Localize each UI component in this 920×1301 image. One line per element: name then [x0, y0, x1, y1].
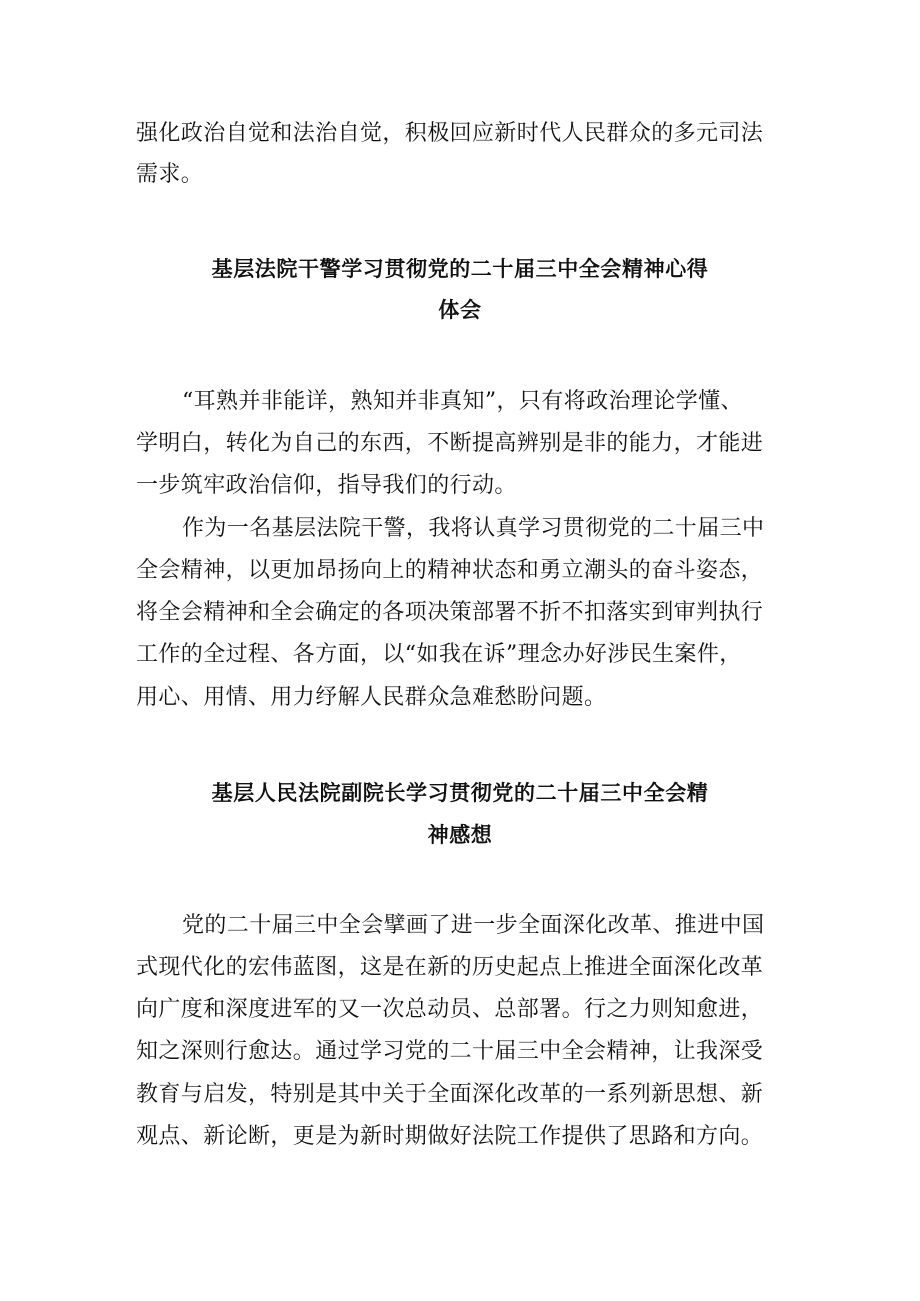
body-text-line: 式现代化的宏伟蓝图，这是在新的历史起点上推进全面深化改革 — [136, 955, 764, 980]
body-text-line: 需求。 — [136, 162, 204, 187]
body-text-line: 全会精神，以更加昂扬向上的精神状态和勇立潮头的奋斗姿态， — [136, 558, 764, 583]
body-text-line: 作为一名基层法院干警，我将认真学习贯彻党的二十届三中 — [182, 516, 765, 541]
body-text-line: 学明白，转化为自己的东西，不断提高辨别是非的能力，才能进 — [136, 431, 764, 456]
body-text-line: 教育与启发，特别是其中关于全面深化改革的一系列新思想、新 — [136, 1082, 764, 1107]
body-text-line: 知之深则行愈达。通过学习党的二十届三中全会精神，让我深受 — [136, 1039, 764, 1064]
body-text-line: 工作的全过程、各方面，以“如我在诉”理念办好涉民生案件， — [136, 642, 742, 667]
body-text-line: 用心、用情、用力纾解人民群众急难愁盼问题。 — [136, 685, 607, 710]
body-text-line: 观点、新论断，更是为新时期做好法院工作提供了思路和方向。 — [136, 1124, 764, 1149]
section-title: 体会 — [438, 298, 482, 322]
body-text-line: 强化政治自觉和法治自觉，积极回应新时代人民群众的多元司法 — [136, 121, 764, 146]
section-title: 基层法院干警学习贯彻党的二十届三中全会精神心得 — [211, 257, 709, 281]
section-title: 基层人民法院副院长学习贯彻党的二十届三中全会精 — [211, 781, 709, 805]
body-text-line: 一步筑牢政治信仰，指导我们的行动。 — [136, 473, 517, 498]
body-text-line: 向广度和深度进军的又一次总动员、总部署。行之力则知愈进， — [136, 997, 764, 1022]
section-title: 神感想 — [427, 823, 493, 847]
body-text-line: 将全会精神和全会确定的各项决策部署不折不扣落实到审判执行 — [136, 600, 764, 625]
body-text-line: 党的二十届三中全会擘画了进一步全面深化改革、推进中国 — [182, 913, 765, 938]
body-text-line: “耳熟并非能详，熟知并非真知”，只有将政治理论学懂、 — [182, 389, 743, 414]
